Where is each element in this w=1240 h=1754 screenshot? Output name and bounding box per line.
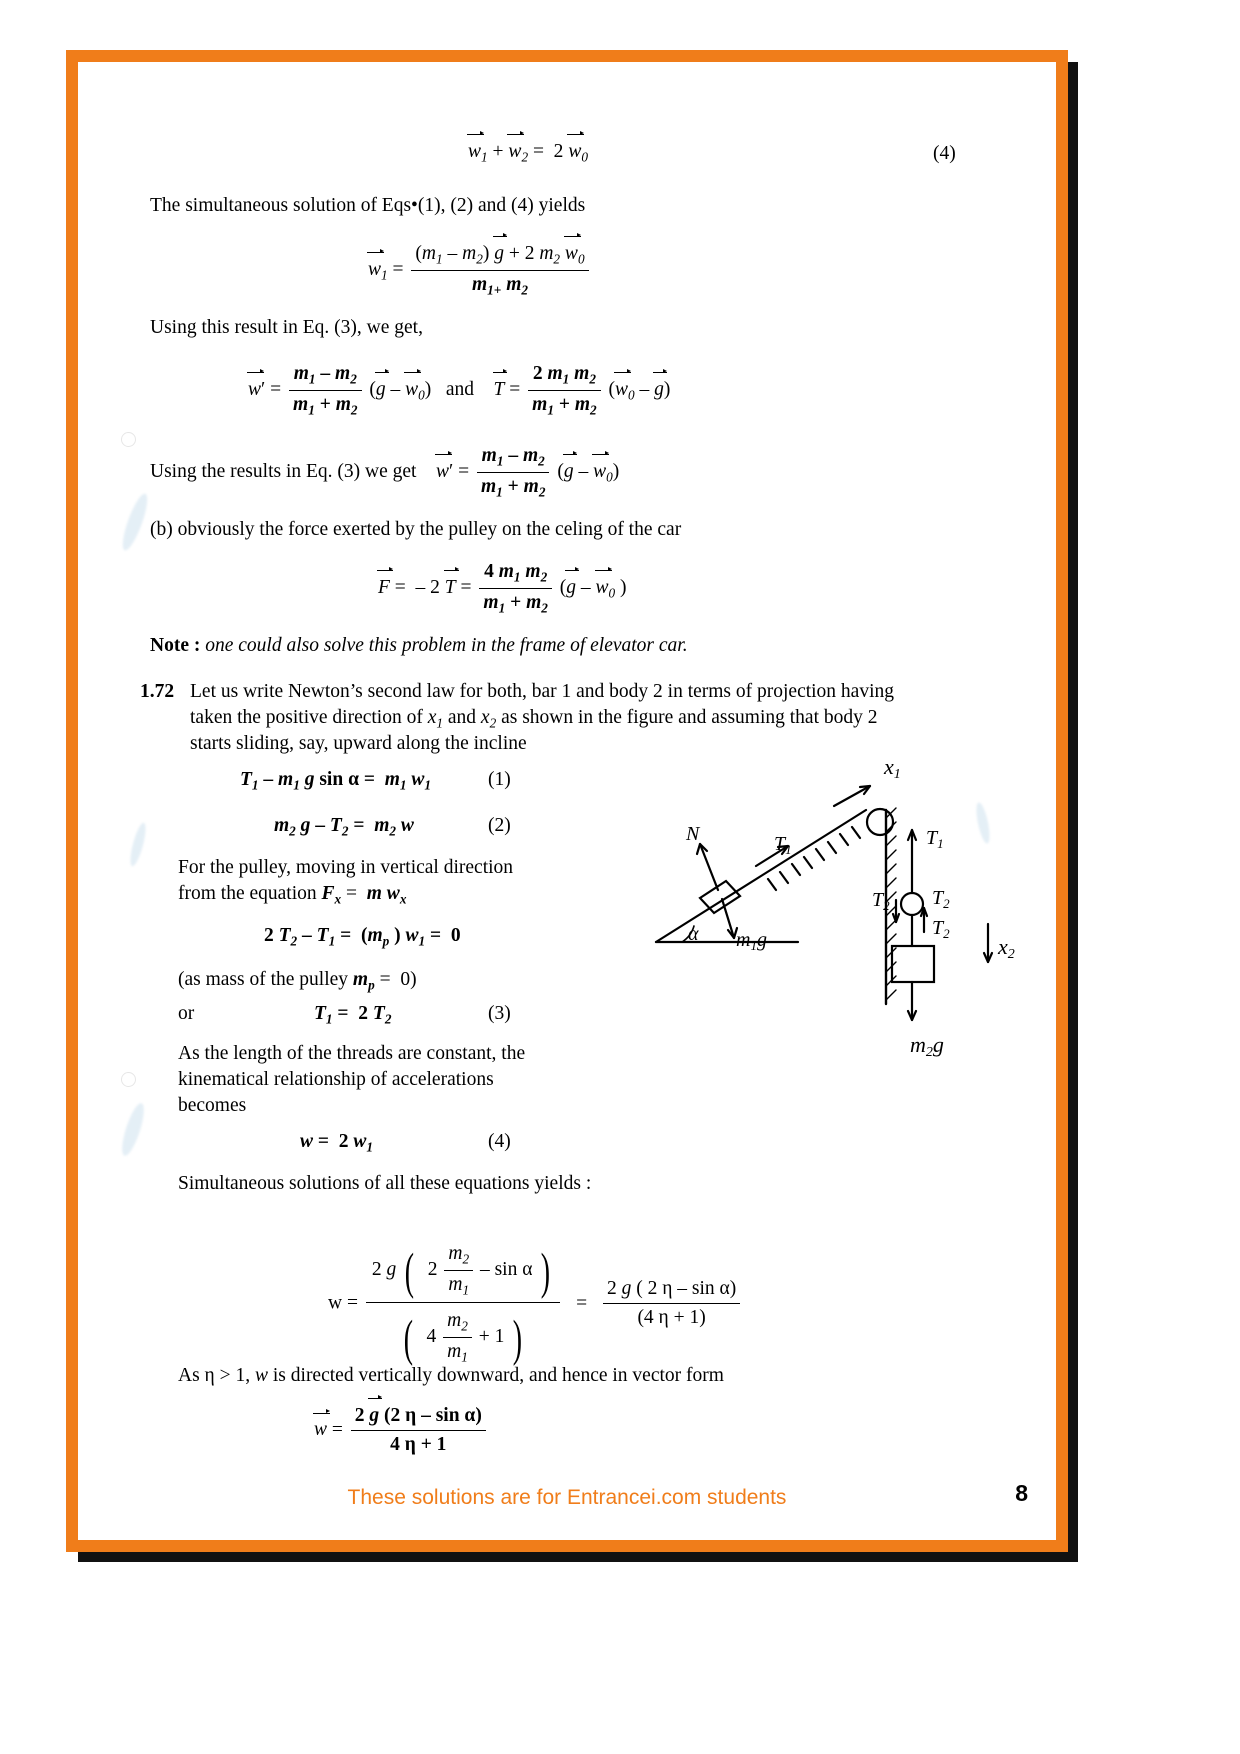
- text-thread-line2: kinematical relationship of accelerations: [178, 1069, 494, 1090]
- label-m2g: m2g: [910, 1032, 944, 1060]
- equation-2-label: (2): [488, 815, 511, 836]
- and-word: and: [445, 379, 475, 401]
- label-T1-incline: $T_1$: [774, 833, 792, 857]
- text-thread-line1: As the length of the threads are constant, the: [178, 1043, 526, 1064]
- label-T1-vertical: $T_1$: [926, 827, 944, 851]
- text-pulley-line1: For the pulley, moving in vertical direction: [178, 857, 514, 878]
- text-simultaneous-solutions: Simultaneous solutions of all these equations yields :: [178, 1173, 592, 1194]
- note-block: [150, 634, 688, 659]
- equation-w1-solution: $w_1$ = $\frac{(m_1 - m_2) g + 2 m_2 w_0}{m_{1+} m_2}$: [368, 242, 592, 299]
- equation-pulley: 2 $T_2 - T_1 = (m_p$ ) $w_1 = 0$: [264, 925, 461, 949]
- label-m1g: $m_1g$: [736, 929, 767, 953]
- text-eta-condition: As η > 1, w is directed vertically downward, and hence in vector form: [178, 1365, 724, 1386]
- label-alpha: α: [688, 923, 699, 945]
- equation-2: $m_2$ $g - T_2 = m_2$ w: [274, 815, 414, 839]
- equation-4-kinematic: w = 2 $w_1$: [300, 1131, 374, 1155]
- text-simultaneous-solution: The simultaneous solution of Eqs•(1), (2) and (4) yields: [150, 195, 586, 216]
- equation-w-big: w = 2 g ( 2 $\frac{m_2}{m_1}$ – sin α ) ( 4 $\frac{m_2}{m_1}$ + 1 ) = $\frac{\text{2 g ( 2 η – sin α)}}{(4 \eta + 1)}$: [328, 1242, 743, 1366]
- w-lhs: w =: [328, 1292, 358, 1314]
- label-N: N: [686, 823, 700, 845]
- equation-4-kinematic-label: (4): [488, 1131, 511, 1152]
- equation-1-label: (1): [488, 769, 511, 790]
- equation-4-top-label: (4): [933, 143, 956, 164]
- text-part-b: (b) obviously the force exerted by the pulley on the celing of the car: [150, 519, 682, 540]
- text-mass-note: (as mass of the pulley $m_p = 0$): [178, 969, 417, 993]
- equation-1: $T_1 - m_1$ g $\sin \alpha = m_1$ $w_1$: [240, 769, 432, 793]
- footer-note: These solutions are for Entrancei.com students: [347, 1486, 787, 1509]
- equation-w-prime-and-T: w′ = $\frac{m_1 - m_2}{m_1 + m_2}$ $(g - w_0)$ and T = $\frac{2 m_1 m_2}{m_1 + m_2}$ $(w_0 - g)$: [248, 363, 671, 418]
- label-T2-left: $T_2$: [872, 889, 890, 913]
- hanging-block: [892, 946, 934, 982]
- label-T2-right-up: $T_2$: [932, 887, 950, 911]
- document-body: [78, 62, 1056, 1540]
- problem-statement-line2: taken the positive direction of $x_1$ and $x_2$ as shown in the figure and assuming that body 2: [190, 707, 878, 731]
- text-or: or: [178, 1003, 195, 1024]
- equation-F: F = – 2 T = $\frac{4 m_1 m_2}{m_1 + m_2}$ ($g - w_0$ ): [378, 561, 627, 616]
- equation-4-top: $w_1 + w_2 = 2$ $w_0$: [468, 141, 588, 165]
- free-body-diagram-figure: [648, 762, 1048, 1072]
- equation-final-vector: w = $\frac{\text{2 g (2 η – sin α)}}{4 \eta + 1}$: [314, 1404, 489, 1458]
- label-x1: x1: [884, 762, 901, 782]
- label-T2-right-down: $T_2$: [932, 917, 950, 941]
- x1-axis-arrow: [834, 786, 870, 806]
- text-pulley-line2: from the equation $F_x = m$ $w_x$: [178, 883, 407, 907]
- problem-number: 1.72: [140, 681, 175, 702]
- normal-force-arrow: [700, 844, 718, 890]
- note-text: one could also solve this problem in the frame of elevator car.: [205, 635, 688, 656]
- pulley-lower: [901, 893, 923, 915]
- text-using-results: Using the results in Eq. (3) we get w′ = $\frac{m_1 - m_2}{m_1 + m_2}$ $(g - w_0)$: [150, 445, 620, 500]
- text-using-result: Using this result in Eq. (3), we get,: [150, 317, 423, 338]
- text-using-results-label: Using the results in Eq. (3) we get: [150, 461, 417, 483]
- equals-sign: =: [576, 1292, 588, 1314]
- diagram-svg: [648, 762, 1048, 1072]
- equation-3: $T_1 = 2$ $T_2$: [314, 1003, 392, 1027]
- problem-statement-line3: starts sliding, say, upward along the incline: [190, 733, 527, 754]
- page-number: 8: [1015, 1480, 1028, 1506]
- note-label: Note :: [150, 635, 201, 656]
- pulley-top: [867, 809, 893, 835]
- problem-statement-line1: Let us write Newton’s second law for both, bar 1 and body 2 in terms of projection having: [190, 681, 895, 702]
- label-x2: x2: [998, 934, 1015, 962]
- equation-3-label: (3): [488, 1003, 511, 1024]
- w1-num: $(m_1 - m_2) g + 2$ $m_2$ $w_0$: [415, 243, 585, 267]
- page-canvas: [78, 62, 1056, 1540]
- block-on-incline: [700, 881, 740, 913]
- text-thread-line3: becomes: [178, 1095, 247, 1116]
